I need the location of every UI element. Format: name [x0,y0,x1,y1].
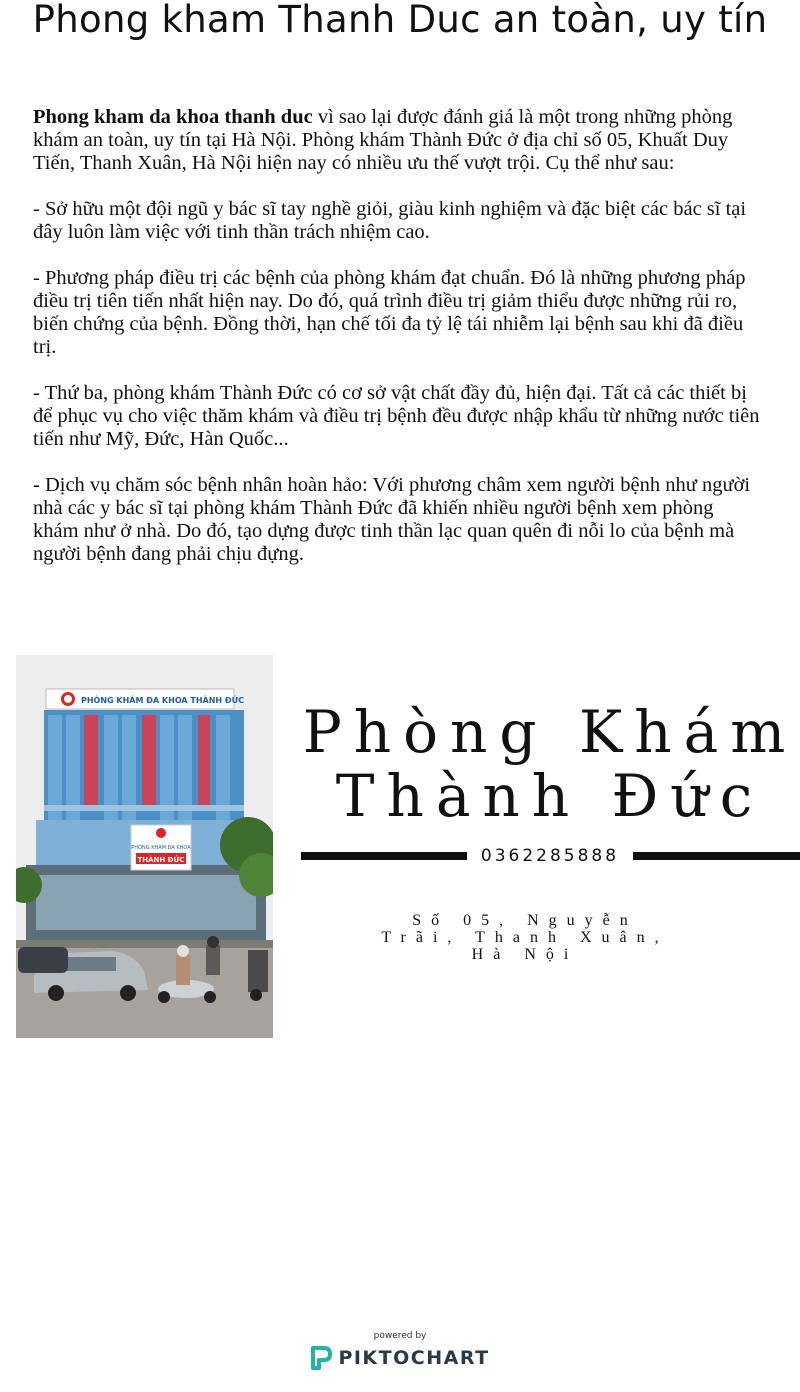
article-paragraph: - Dịch vụ chăm sóc bệnh nhân hoàn hảo: Với phương châm xem người bệnh như người nhà các y bác sĩ tại phòng khám Thành Đức đã khiến nhiều người bệnh xem phòng khám như ở nhà. Do đó, tạo dựng được tinh thần lạc quan quên đi nỗi lo của bệnh mà người bệnh đang phải chịu đựng. [33,474,751,565]
address-line-3: Hà Nội [471,946,579,963]
article-paragraph: - Thứ ba, phòng khám Thành Đức có cơ sở vật chất đầy đủ, hiện đại. Tất cả các thiết bị để phục vụ cho việc thăm khám và điều trị bệnh đều được nhập khẩu từ những nước tiên tiến như Mỹ, Đức, Hàn Quốc... [33,382,760,450]
small-sign-line1: PHÒNG KHÁM ĐA KHOA [131,845,191,851]
clinic-building-photo [16,655,273,1038]
powered-by-footer[interactable] [0,1330,800,1374]
brand-line-2: Thành Đức [335,762,765,830]
article-body [33,106,763,589]
phone-number: 0362285888 [480,846,620,866]
divider-right [633,852,800,860]
address-line-1: Số 05, Nguyễn [412,912,638,929]
piktochart-icon [310,1346,332,1370]
divider-left [301,852,467,860]
article-intro [33,106,763,175]
building-sign-text: PHÒNG KHÁM ĐA KHOA THÀNH ĐỨC [81,696,245,705]
phone-row [301,844,800,870]
article-paragraph: - Sở hữu một đội ngũ y bác sĩ tay nghề giỏi, giàu kinh nghiệm và đặc biệt các bác sĩ tại đây luôn làm việc với tinh thần trách nhiệm cao. [33,198,747,243]
powered-by-label: powered by [373,1331,427,1341]
article-intro-bold: Phong kham da khoa thanh duc [33,106,313,128]
small-sign-line2: THÀNH ĐỨC [137,856,185,864]
address-line-2: Trãi, Thanh Xuân, [381,929,669,946]
article-intro-text: vì sao lại được đánh giá là một trong những phòng khám an toàn, uy tín tại Hà Nội. Phòng khám Thành Đức ở địa chỉ số 05, Khuất Duy Tiến, Thanh Xuân, Hà Nội hiện nay có nhiều ưu thế vượt trội. Cụ thể như sau: [33,106,733,174]
clinic-brand-name [300,700,800,828]
piktochart-logo[interactable] [310,1346,489,1370]
piktochart-logo-text: PIKTOCHART [338,1347,490,1369]
clinic-address [330,912,720,963]
brand-line-1: Phòng Khám [302,698,798,766]
article-paragraph: - Phương pháp điều trị các bệnh của phòng khám đạt chuẩn. Đó là những phương pháp điều trị tiên tiến nhất hiện nay. Do đó, quá trình điều trị giảm thiểu được những rủi ro, biến chứng của bệnh. Đồng thời, hạn chế tối đa tỷ lệ tái nhiễm lại bệnh sau khi đã điều trị. [33,267,746,358]
page-title: Phong kham Thanh Duc an toàn, uy tín [32,0,768,41]
